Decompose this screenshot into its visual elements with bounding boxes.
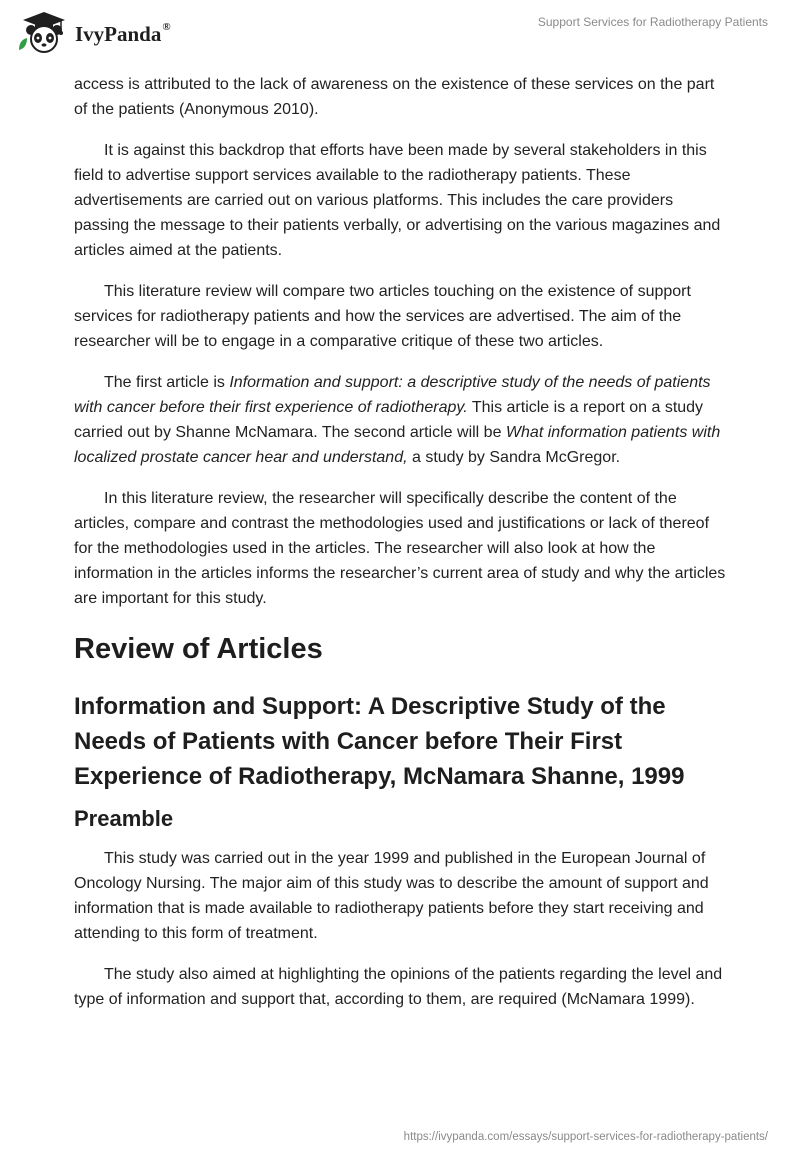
brand-name: IvyPanda®	[75, 20, 171, 46]
section-heading: Review of Articles	[74, 633, 323, 665]
source-url[interactable]: https://ivypanda.com/essays/support-services-for-radiotherapy-patients/	[403, 1131, 768, 1143]
paragraph: This literature review will compare two articles touching on the existence of support services for radiotherapy patients and how the services are advertised. The aim of the researcher will be to engage in a comparative critique of these two articles.	[74, 283, 691, 350]
paragraph: access is attributed to the lack of awareness on the existence of these services on the part of the patients (Anonymous 2010).	[74, 76, 715, 118]
paragraph: It is against this backdrop that efforts have been made by several stakeholders in this field to advertise support services available to the radiotherapy patients. These advertisements are carried out on various platforms. This includes the care providers passing the message to their patients verbally, or advertising on the various magazines and articles aimed at the patients.	[74, 142, 721, 259]
subsection-heading: Information and Support: A Descriptive Study of the Needs of Patients with Cancer before Their First Experience of Radiotherapy, McNamara Shanne, 1999	[74, 693, 685, 790]
article-title-citation: What information patients with localized prostate cancer hear and understand,	[74, 424, 721, 466]
subsubsection-heading: Preamble	[74, 806, 174, 831]
paragraph: The first article is Information and support: a descriptive study of the needs of patients with cancer before their first experience of radiotherapy. This article is a report on a study carried out by Shanne McNamara. The second article will be What information patients with localized prostate cancer hear and understand, a study by Sandra McGregor.	[74, 374, 721, 466]
article-body	[74, 72, 730, 1028]
brand-logo[interactable]	[15, 10, 171, 56]
page-header	[0, 0, 800, 70]
paragraph: In this literature review, the researcher will specifically describe the content of the articles, compare and contrast the methodologies used and justifications or lack of thereof for the methodologies used in the articles. The researcher will also look at how the information in the articles informs the researcher’s current area of study and why the articles are important for this study.	[74, 490, 726, 607]
article-title-citation: Information and support: a descriptive study of the needs of patients with cancer before their first experience of radiotherapy.	[74, 374, 711, 416]
paragraph: The study also aimed at highlighting the opinions of the patients regarding the level and type of information and support that, according to them, are required (McNamara 1999).	[74, 966, 723, 1008]
running-title: Support Services for Radiotherapy Patients	[537, 15, 768, 29]
panda-graduate-icon	[15, 10, 73, 56]
paragraph: This study was carried out in the year 1999 and published in the European Journal of Oncology Nursing. The major aim of this study was to describe the amount of support and information that is made available to radiotherapy patients before they start receiving and attending to this form of treatment.	[74, 850, 709, 942]
